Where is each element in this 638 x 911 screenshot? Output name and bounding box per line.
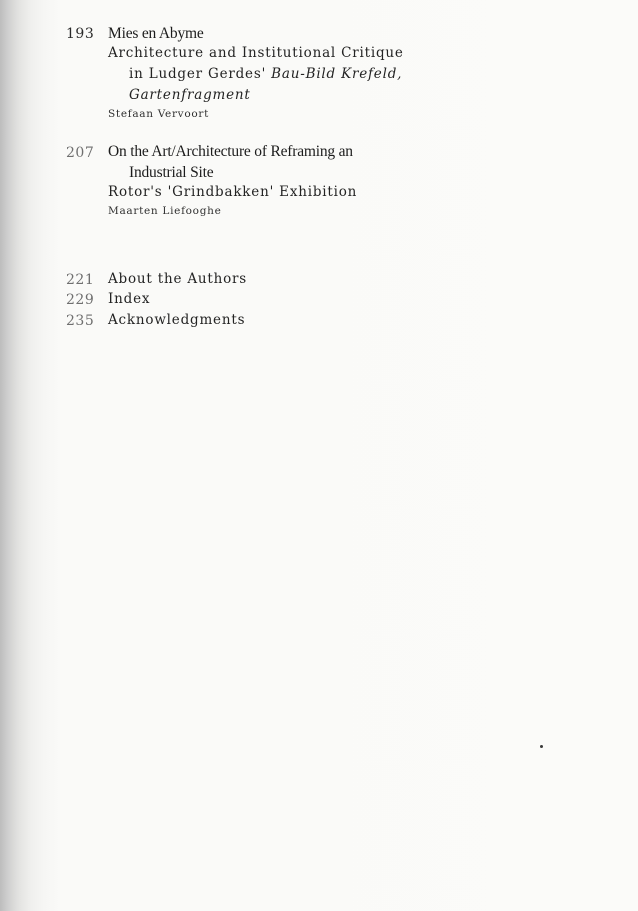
chapter-subtitle-line-2	[129, 66, 402, 82]
subtitle-italic-work-title: Bau-Bild Krefeld,	[271, 66, 403, 82]
chapter-title-line-2: Industrial Site	[129, 164, 214, 181]
subtitle-italic-work-title-cont: Gartenfragment	[129, 87, 251, 103]
chapter-title: Mies en Abyme	[108, 25, 204, 42]
chapter-author: Stefaan Vervoort	[108, 108, 209, 120]
backmatter-label: About the Authors	[108, 271, 248, 287]
page-number: 235	[66, 313, 95, 329]
subtitle-roman-text: in Ludger Gerdes'	[129, 66, 272, 82]
chapter-subtitle-line-3	[129, 87, 251, 103]
chapter-subtitle: Rotor's 'Grindbakken' Exhibition	[108, 184, 358, 200]
backmatter-label: Acknowledgments	[108, 312, 246, 328]
chapter-title-line-1: On the Art/Architecture of Reframing an	[108, 143, 353, 160]
backmatter-label: Index	[108, 291, 151, 307]
chapter-author: Maarten Liefooghe	[108, 205, 222, 217]
page-number: 229	[66, 292, 95, 308]
chapter-subtitle-line-1: Architecture and Institutional Critique	[108, 45, 404, 61]
page-number: 221	[66, 272, 95, 288]
paper-speck	[540, 745, 543, 748]
page-number: 207	[66, 145, 95, 161]
page-number: 193	[66, 26, 95, 42]
